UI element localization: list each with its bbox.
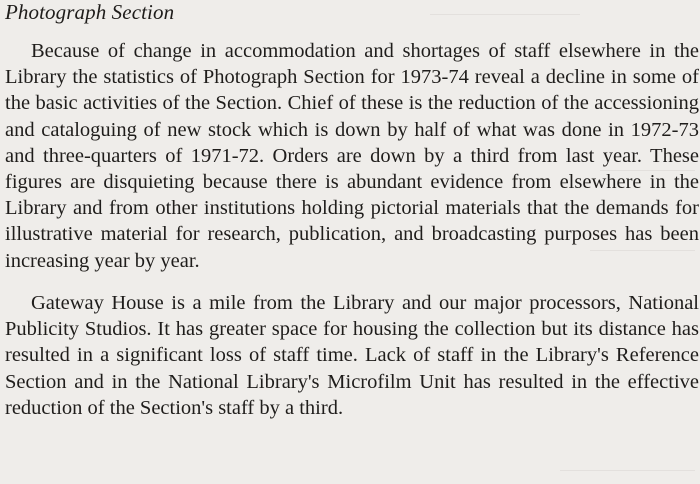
- show-through-line: [430, 14, 580, 15]
- paragraph-1: Because of change in accommodation and shortages of staff elsewhere in the Library the statistics of Photograph Section for 1973-74 reveal a decline in some of the basic activities of the Section. Chief of these is the reduction of the accessioning and cataloguing of new stock which is down by half of what was done in 1972-73 and three-quarters of 1971-72. Orders are down by a third from last year. These figures are disquieting because there is abundant evidence from elsewhere in the Library and from other institutions holding pictorial materials that the demands for illustrative material for research, publication, and broadcasting purposes has been increasing year by year.: [5, 40, 699, 272]
- show-through-line: [560, 470, 695, 471]
- paragraph-2: Gateway House is a mile from the Library and our major processors, National Publicity Studios. It has greater space for housing the collection but its distance has resulted in a significant loss of staff time. Lack of staff in the Library's Reference Section and in the National Library's Microfilm Unit has resulted in the effective reduction of the Section's staff by a third.: [5, 292, 699, 419]
- section-heading: Photograph Section: [5, 0, 175, 24]
